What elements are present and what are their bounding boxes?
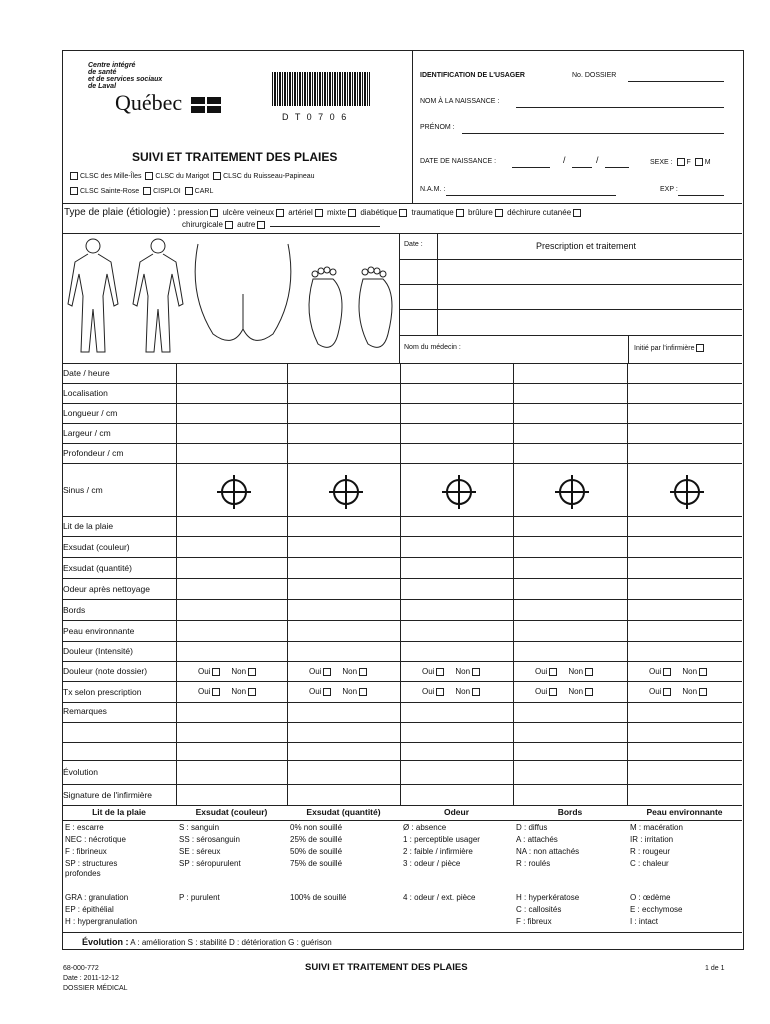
legend-item: 3 : odeur / pièce <box>403 859 461 868</box>
row-label: Exsudat (quantité) <box>63 563 132 573</box>
grid-line <box>62 641 742 642</box>
divider <box>62 805 742 806</box>
legend-item: C : chaleur <box>630 859 669 868</box>
sexe-text: SEXE : <box>650 158 673 166</box>
checkbox-cisploi[interactable] <box>143 187 151 195</box>
legend-item: 50% de souillé <box>290 847 343 856</box>
legend-item: E : escarre <box>65 823 104 832</box>
divider <box>62 203 742 204</box>
grid-line <box>62 760 742 761</box>
legend-item: H : hyperkératose <box>516 893 580 902</box>
page-number: 1 de 1 <box>705 965 725 972</box>
presc-row[interactable] <box>399 259 742 260</box>
legend-item: GRA : granulation <box>65 893 129 902</box>
legend-item: EP : épithélial <box>65 905 114 914</box>
clsc-options-row2 <box>68 187 213 195</box>
sexe-f-label: F <box>686 158 691 166</box>
checkbox-non[interactable] <box>248 688 256 696</box>
divider <box>399 233 400 363</box>
legend-item: A : attachés <box>516 835 558 844</box>
legend-item: 0% non souillé <box>290 823 343 832</box>
oui-non-choice <box>649 667 709 676</box>
checkbox-oui[interactable] <box>212 688 220 696</box>
checkbox-oui[interactable] <box>436 668 444 676</box>
legend-item: R : rougeur <box>630 847 671 856</box>
clsc-label: CLSC du Marigot <box>155 172 210 180</box>
type-option: mixte <box>326 208 347 217</box>
clsc-label: CLSC des Mille-Îles <box>80 172 142 180</box>
type-plaie <box>64 207 583 218</box>
type-option: autre <box>237 220 256 229</box>
legend-item: O : œdème <box>630 893 671 902</box>
row-label: Odeur après nettoyage <box>63 584 150 594</box>
checkbox-oui[interactable] <box>549 668 557 676</box>
quebec-logo <box>115 90 221 116</box>
legend-item: SP : structures <box>65 859 118 868</box>
grid-line <box>62 423 742 424</box>
sinus-target-icon[interactable] <box>446 479 472 505</box>
org-name <box>88 62 162 90</box>
org-line2: de santé <box>88 69 117 76</box>
legend-item: I : intact <box>630 917 659 926</box>
divider <box>62 820 742 821</box>
oui-label: Oui <box>198 667 211 676</box>
checkbox-non[interactable] <box>359 688 367 696</box>
grid-line <box>62 599 742 600</box>
row-label: Remarques <box>63 706 107 716</box>
nam-label: N.A.M. : <box>420 186 446 193</box>
org-line3: et de services sociaux <box>88 76 163 83</box>
sexe-label <box>650 158 711 166</box>
row-label: Tx selon prescription <box>63 687 142 697</box>
grid-line <box>62 661 742 662</box>
oui-label: Oui <box>422 687 435 696</box>
checkbox-initie[interactable] <box>696 344 704 352</box>
legend-item: M : macération <box>630 823 683 832</box>
row-label: Profondeur / cm <box>63 448 124 458</box>
checkbox-pression[interactable] <box>210 209 218 217</box>
presc-row[interactable] <box>399 284 742 285</box>
type-option: traumatique <box>411 208 454 217</box>
row-label: Évolution <box>63 767 98 777</box>
oui-label: Oui <box>198 687 211 696</box>
checkbox-oui[interactable] <box>549 688 557 696</box>
sinus-target-icon[interactable] <box>674 479 700 505</box>
legend-header: Exsudat (couleur) <box>195 807 268 817</box>
legend-item: H : hypergranulation <box>65 917 138 926</box>
grid-line <box>62 383 742 384</box>
legend-item: F : fibrineux <box>65 847 107 856</box>
clsc-label: CARL <box>194 187 214 195</box>
grid-line <box>627 363 628 805</box>
row-label: Bords <box>63 605 86 615</box>
oui-non-choice <box>309 687 369 696</box>
exp-label: EXP : <box>660 186 678 193</box>
type-option: diabétique <box>360 208 398 217</box>
checkbox-non[interactable] <box>472 688 480 696</box>
checkbox-autre[interactable] <box>257 221 265 229</box>
row-label: Douleur (note dossier) <box>63 666 148 676</box>
checkbox-dechirure[interactable] <box>573 209 581 217</box>
row-label: Peau environnante <box>63 626 135 636</box>
ddn-day-field[interactable] <box>512 167 550 168</box>
form-date: Date : 2011-12-12 <box>63 975 119 982</box>
oui-non-choice <box>198 687 258 696</box>
checkbox-clsc-marigot[interactable] <box>145 172 153 180</box>
checkbox-clsc-ruisseau[interactable] <box>213 172 221 180</box>
grid-line <box>62 784 742 785</box>
checkbox-traumatique[interactable] <box>456 209 464 217</box>
checkbox-clsc-sainte-rose[interactable] <box>70 187 78 195</box>
divider <box>62 932 742 933</box>
oui-non-choice <box>535 687 595 696</box>
body-back-figure <box>133 239 183 352</box>
fleur-de-lis-icon <box>191 97 221 113</box>
legend-item: D : diffus <box>516 823 548 832</box>
presc-header: Prescription et traitement <box>536 241 637 251</box>
row-label: Largeur / cm <box>63 428 111 438</box>
evolution-codes: A : amélioration S : stabilité D : détérioration G : guérison <box>130 938 332 947</box>
oui-non-choice <box>198 667 258 676</box>
grid-line <box>62 620 742 621</box>
clsc-options-row1 <box>68 172 315 180</box>
non-label: Non <box>231 687 247 696</box>
row-label: Signature de l'infirmière <box>63 790 153 800</box>
row-label: Exsudat (couleur) <box>63 542 130 552</box>
legend-item: Ø : absence <box>403 823 447 832</box>
non-label: Non <box>568 687 584 696</box>
grid-line <box>62 578 742 579</box>
divider <box>412 50 413 203</box>
grid-line <box>62 463 742 464</box>
legend-item: E : ecchymose <box>630 905 683 914</box>
non-label: Non <box>568 667 584 676</box>
legend-item: NEC : nécrotique <box>65 835 126 844</box>
autre-field[interactable] <box>270 226 380 227</box>
org-line4: de Laval <box>88 83 117 90</box>
sexe-m-label: M <box>704 158 711 166</box>
type-option: ulcère veineux <box>222 208 275 217</box>
type-plaie-2 <box>182 220 380 229</box>
grid-line <box>62 403 742 404</box>
sinus-target-icon[interactable] <box>221 479 247 505</box>
body-front-figure <box>68 239 118 352</box>
feet-diagram <box>309 267 392 347</box>
form-title: SUIVI ET TRAITEMENT DES PLAIES <box>132 150 338 164</box>
checkbox-non[interactable] <box>472 668 480 676</box>
dossier-label: No. DOSSIER <box>572 72 617 79</box>
checkbox-non[interactable] <box>699 668 707 676</box>
type-option: brûlure <box>467 208 493 217</box>
ddn-year-field[interactable] <box>605 167 629 168</box>
clsc-label: CLSC Sainte-Rose <box>80 187 140 195</box>
non-label: Non <box>455 687 471 696</box>
legend-item: 4 : odeur / ext. pièce <box>403 893 476 902</box>
prenom-label: PRÉNOM : <box>420 124 455 131</box>
checkbox-chirurgicale[interactable] <box>225 221 233 229</box>
oui-label: Oui <box>422 667 435 676</box>
ddn-label: DATE DE NAISSANCE : <box>420 158 497 165</box>
grid-line <box>62 681 742 682</box>
oui-non-choice <box>535 667 595 676</box>
presc-row[interactable] <box>399 335 742 336</box>
legend-item: profondes <box>65 869 101 878</box>
checkbox-non[interactable] <box>359 668 367 676</box>
grid-line <box>62 443 742 444</box>
oui-non-choice <box>422 667 482 676</box>
grid-line <box>400 363 401 805</box>
checkbox-oui[interactable] <box>323 688 331 696</box>
checkbox-oui[interactable] <box>436 688 444 696</box>
oui-label: Oui <box>309 687 322 696</box>
divider <box>628 335 629 363</box>
legend-header: Peau environnante <box>646 807 723 817</box>
oui-label: Oui <box>535 667 548 676</box>
legend-item: 2 : faible / infirmière <box>403 847 473 856</box>
legend-item: 1 : perceptible usager <box>403 835 480 844</box>
oui-non-choice <box>649 687 709 696</box>
legend-item: SE : séreux <box>179 847 221 856</box>
form-code: 68-000-772 <box>63 965 99 972</box>
oui-label: Oui <box>535 687 548 696</box>
legend-item: F : fibreux <box>516 917 552 926</box>
grid-line <box>62 742 742 743</box>
legend-item: NA : non attachés <box>516 847 580 856</box>
barcode <box>272 72 370 106</box>
row-label: Douleur (Intensité) <box>63 646 133 656</box>
checkbox-clsc-mille-iles[interactable] <box>70 172 78 180</box>
presc-row[interactable] <box>399 309 742 310</box>
grid-line <box>62 702 742 703</box>
nam-field[interactable] <box>446 195 616 196</box>
type-plaie-label: Type de plaie (étiologie) : <box>64 207 176 218</box>
oui-label: Oui <box>309 667 322 676</box>
grid-line <box>62 722 742 723</box>
legend-item: SP : séropurulent <box>179 859 241 868</box>
checkbox-oui[interactable] <box>323 668 331 676</box>
checkbox-brulure[interactable] <box>495 209 503 217</box>
legend-item: IR : irritation <box>630 835 674 844</box>
non-label: Non <box>231 667 247 676</box>
non-label: Non <box>682 687 698 696</box>
evolution-legend <box>82 937 332 947</box>
grid-line <box>176 363 177 805</box>
non-label: Non <box>342 687 358 696</box>
legend-item: R : roulés <box>516 859 551 868</box>
slash: / <box>596 155 599 165</box>
footer-title: SUIVI ET TRAITEMENT DES PLAIES <box>305 962 468 973</box>
legend-header: Odeur <box>443 807 470 817</box>
checkbox-arteriel[interactable] <box>315 209 323 217</box>
checkbox-sexe-m[interactable] <box>695 158 703 166</box>
evolution-label: Évolution : <box>82 937 129 947</box>
legend-item: 75% de souillé <box>290 859 343 868</box>
checkbox-oui[interactable] <box>663 668 671 676</box>
ddn-month-field[interactable] <box>572 167 592 168</box>
legend-header: Exsudat (quantité) <box>306 807 381 817</box>
non-label: Non <box>455 667 471 676</box>
prenom-field[interactable] <box>462 133 724 134</box>
legend-item: P : purulent <box>179 893 220 902</box>
checkbox-non[interactable] <box>585 668 593 676</box>
org-line1: Centre intégré <box>88 62 136 69</box>
oui-non-choice <box>309 667 369 676</box>
type-option: artériel <box>288 208 313 217</box>
body-diagram <box>63 234 399 362</box>
sinus-target-icon[interactable] <box>333 479 359 505</box>
dossier-field[interactable] <box>628 81 724 82</box>
checkbox-oui[interactable] <box>212 668 220 676</box>
type-option: chirurgicale <box>182 220 223 229</box>
grid-line <box>513 363 514 805</box>
checkbox-non[interactable] <box>248 668 256 676</box>
nom-label: NOM À LA NAISSANCE : <box>420 98 500 105</box>
form-dossier: DOSSIER MÉDICAL <box>63 985 128 992</box>
initie-label <box>634 344 706 352</box>
exp-field[interactable] <box>678 195 724 196</box>
barcode-text: D T 0 7 0 6 <box>282 112 349 122</box>
checkbox-oui[interactable] <box>663 688 671 696</box>
presc-date-label: Date : <box>404 241 423 248</box>
initie-text: Initié par l'infirmière <box>634 344 695 352</box>
row-label: Localisation <box>63 388 108 398</box>
nom-field[interactable] <box>516 107 724 108</box>
oui-non-choice <box>422 687 482 696</box>
slash: / <box>563 155 566 165</box>
legend-header: Bords <box>557 807 583 817</box>
sinus-target-icon[interactable] <box>559 479 585 505</box>
non-label: Non <box>682 667 698 676</box>
medecin-label: Nom du médecin : <box>404 344 461 351</box>
non-label: Non <box>342 667 358 676</box>
legend-item: 25% de souillé <box>290 835 343 844</box>
ident-title: IDENTIFICATION DE L'USAGER <box>420 72 525 79</box>
clsc-label: CLSC du Ruisseau-Papineau <box>223 172 315 180</box>
legend-header: Lit de la plaie <box>92 807 146 817</box>
checkbox-sexe-f[interactable] <box>677 158 685 166</box>
type-option: déchirure cutanée <box>507 208 572 217</box>
checkbox-ulcere-veineux[interactable] <box>276 209 284 217</box>
checkbox-non[interactable] <box>585 688 593 696</box>
oui-label: Oui <box>649 667 662 676</box>
oui-label: Oui <box>649 687 662 696</box>
checkbox-carl[interactable] <box>185 187 193 195</box>
row-label: Longueur / cm <box>63 408 118 418</box>
grid-line <box>287 363 288 805</box>
grid-line <box>62 363 742 364</box>
legend-item: 100% de souillé <box>290 893 347 902</box>
row-label: Sinus / cm <box>63 485 103 495</box>
grid-line <box>62 516 742 517</box>
checkbox-mixte[interactable] <box>348 209 356 217</box>
grid-line <box>62 536 742 537</box>
legend-item: SS : sérosanguin <box>179 835 240 844</box>
checkbox-non[interactable] <box>699 688 707 696</box>
row-label: Date / heure <box>63 368 110 378</box>
legend-item: S : sanguin <box>179 823 220 832</box>
row-label: Lit de la plaie <box>63 521 114 531</box>
clsc-label: CISPLOI <box>153 187 181 195</box>
legend-item: C : callosités <box>516 905 562 914</box>
footer-left <box>63 964 128 994</box>
checkbox-diabetique[interactable] <box>399 209 407 217</box>
quebec-wordmark: Québec <box>115 90 183 115</box>
grid-line <box>62 557 742 558</box>
type-option: pression <box>177 208 209 217</box>
